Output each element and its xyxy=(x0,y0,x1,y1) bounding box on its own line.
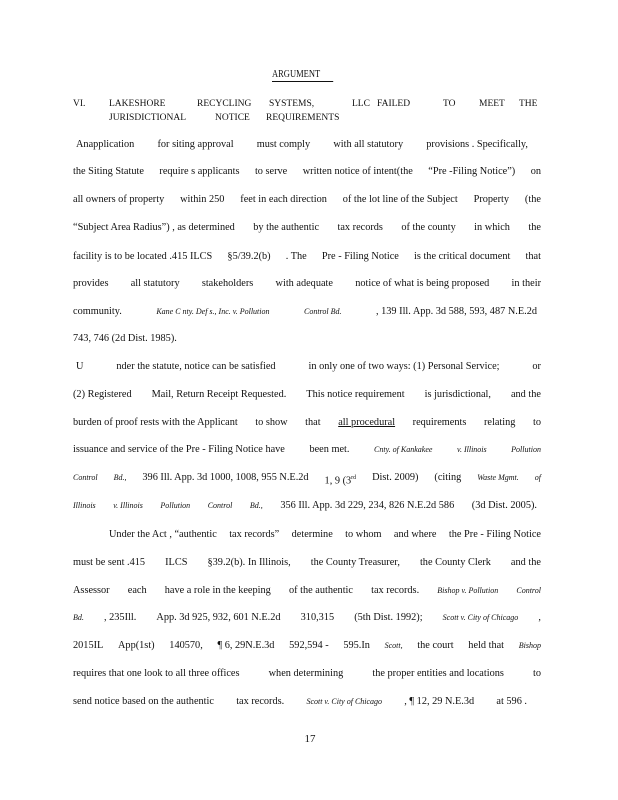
text-fragment: Property xyxy=(473,194,510,205)
text-fragment: determine xyxy=(291,529,333,540)
text-fragment: Bishop xyxy=(518,641,541,650)
text-fragment: written notice of intent(the xyxy=(302,166,413,177)
paragraph-line xyxy=(73,695,527,709)
text-fragment: the proper entities and locations xyxy=(372,668,504,679)
text-fragment: to whom xyxy=(345,529,382,540)
paragraph-line xyxy=(73,611,541,625)
text-fragment: of the county xyxy=(401,222,456,233)
text-fragment: Pollution xyxy=(511,445,541,454)
text-fragment: , ¶ 12, 29 N.E.3d xyxy=(404,696,475,707)
text-fragment: by the authentic xyxy=(253,222,320,233)
text-fragment: the Pre - Filing Notice xyxy=(448,529,541,540)
text-fragment: 140570, xyxy=(169,640,203,651)
text-fragment: when determining xyxy=(268,668,344,679)
text-fragment: “Subject Area Radius”) , as determined xyxy=(73,222,235,233)
text-fragment: feet in each direction xyxy=(240,194,327,205)
paragraph-line xyxy=(73,499,537,513)
text-fragment: all procedural xyxy=(338,417,396,428)
section-word: THE xyxy=(519,99,538,109)
text-fragment: to show xyxy=(255,417,288,428)
text-fragment: 396 Ill. App. 3d 1000, 1008, 955 N.E.2d xyxy=(142,472,309,483)
text-fragment: 1, 9 (3rd xyxy=(324,475,357,487)
case-citation: Control Bd. xyxy=(303,307,342,316)
text-fragment: Control xyxy=(516,586,541,595)
text-fragment: (the xyxy=(524,194,541,205)
section-word: FAILED xyxy=(377,99,411,109)
text-fragment: , xyxy=(538,612,541,623)
paragraph-line xyxy=(73,221,541,235)
case-citation: Waste Mgmt. xyxy=(477,473,519,482)
text-fragment: that xyxy=(305,417,321,428)
paragraph-line xyxy=(73,584,541,598)
text-fragment: burden of proof rests with the Applicant xyxy=(73,417,238,428)
text-fragment: facility is to be located .415 ILCS xyxy=(73,251,213,262)
text-fragment: App. 3d 925, 932, 601 N.E.2d xyxy=(156,612,281,623)
case-citation: Scott v. City of Chicago xyxy=(306,697,383,706)
text-fragment: 595.In xyxy=(343,640,370,651)
text-fragment: the County Clerk xyxy=(419,557,491,568)
text-fragment: been met. xyxy=(309,444,350,455)
text-fragment: of the lot line of the Subject xyxy=(342,194,458,205)
text-fragment: of xyxy=(534,473,541,482)
case-citation: Cnty. of Kankakee xyxy=(374,445,433,454)
paragraph-line xyxy=(73,443,541,457)
paragraph-line xyxy=(73,388,541,402)
paragraph-line xyxy=(73,556,541,570)
paragraph-line xyxy=(73,332,541,346)
text-fragment: v. Illinois xyxy=(113,501,143,510)
text-fragment: must comply xyxy=(256,139,311,150)
text-fragment: (2) Registered xyxy=(73,389,132,400)
text-fragment: Pre - Filing Notice xyxy=(321,251,399,262)
text-fragment: of the authentic xyxy=(288,585,353,596)
paragraph-line xyxy=(76,360,541,374)
text-fragment: 592,594 - xyxy=(289,640,329,651)
section-word: JURISDICTIONAL xyxy=(109,113,187,123)
text-fragment: with adequate xyxy=(275,278,333,289)
text-fragment: the County Treasurer, xyxy=(310,557,400,568)
text-fragment: at 596 . xyxy=(496,696,527,707)
paragraph-line xyxy=(73,416,541,430)
text-fragment: send notice based on the authentic xyxy=(73,696,214,707)
text-fragment: stakeholders xyxy=(201,278,254,289)
text-fragment: v. Illinois xyxy=(457,445,487,454)
text-fragment: relating xyxy=(483,417,516,428)
paragraph-line xyxy=(73,471,541,488)
text-fragment: Control xyxy=(207,501,233,510)
text-fragment: nder the statute, notice can be satisfied xyxy=(116,361,276,372)
text-fragment: held that xyxy=(468,640,505,651)
paragraph-line xyxy=(109,528,541,542)
text-fragment: 310,315 xyxy=(300,612,335,623)
text-fragment: for siting approval xyxy=(157,139,234,150)
case-citation: Kane C nty. Def s., Inc. v. Pollution xyxy=(156,307,270,316)
text-fragment: issuance and service of the Pre - Filing Notice have xyxy=(73,444,285,455)
text-fragment: to xyxy=(532,417,541,428)
text-fragment: Pollution xyxy=(160,501,191,510)
text-fragment: to xyxy=(532,668,541,679)
text-fragment: provides xyxy=(73,278,109,289)
text-fragment: Assessor xyxy=(73,585,110,596)
text-fragment: . The xyxy=(285,251,307,262)
text-fragment: ¶ 6, 29N.E.3d xyxy=(217,640,275,651)
text-fragment: Anapplication xyxy=(76,139,135,150)
text-fragment: is the critical document xyxy=(414,251,511,262)
text-fragment: on xyxy=(530,166,541,177)
text-fragment: requirements xyxy=(412,417,467,428)
section-word: NOTICE xyxy=(215,113,250,123)
text-fragment: notice of what is being proposed xyxy=(355,278,490,289)
text-fragment: (3d Dist. 2005). xyxy=(471,500,537,511)
text-fragment: is jurisdictional, xyxy=(424,389,491,400)
text-fragment: with all statutory xyxy=(333,139,404,150)
section-word: REQUIREMENTS xyxy=(266,113,340,123)
case-citation: Bishop v. Pollution xyxy=(437,586,499,595)
text-fragment: tax records” xyxy=(229,529,280,540)
paragraph-line xyxy=(73,305,537,319)
section-word: LLC xyxy=(352,99,370,109)
text-fragment: in their xyxy=(511,278,541,289)
case-citation: Scott v. City of Chicago xyxy=(442,613,519,622)
text-fragment: 743, 746 (2d Dist. 1985). xyxy=(73,333,177,344)
text-fragment: (5th Dist. 1992); xyxy=(354,612,423,623)
text-fragment: within 250 xyxy=(180,194,225,205)
text-fragment: tax records. xyxy=(236,696,285,707)
text-fragment: App(1st) xyxy=(118,640,155,651)
text-fragment: all statutory xyxy=(130,278,180,289)
paragraph-line xyxy=(73,165,541,179)
text-fragment: U xyxy=(76,361,84,372)
section-word: MEET xyxy=(479,99,505,109)
text-fragment: have a role in the keeping xyxy=(164,585,271,596)
text-fragment: in only one of two ways: (1) Personal Service; xyxy=(308,361,500,372)
text-fragment: provisions . Specifically, xyxy=(426,139,528,150)
text-fragment: §5/39.2(b) xyxy=(227,251,271,262)
text-fragment: require s applicants xyxy=(159,166,240,177)
text-fragment: must be sent .415 xyxy=(73,557,146,568)
page-number: 17 xyxy=(304,733,316,745)
text-fragment: 356 Ill. App. 3d 229, 234, 826 N.E.2d 586 xyxy=(280,500,455,511)
text-fragment: community. xyxy=(73,306,122,317)
text-fragment: Bd. xyxy=(73,613,84,622)
text-fragment: 2015IL xyxy=(73,640,104,651)
paragraph-line xyxy=(73,639,541,653)
text-fragment: the court xyxy=(417,640,454,651)
text-fragment: in which xyxy=(474,222,510,233)
text-fragment: requires that one look to all three offices xyxy=(73,668,240,679)
text-fragment: Dist. 2009) xyxy=(372,472,419,483)
text-fragment: , 139 Ill. App. 3d 588, 593, 487 N.E.2d xyxy=(375,306,537,317)
text-fragment: §39.2(b). In Illinois, xyxy=(207,557,291,568)
text-fragment: Illinois xyxy=(73,501,96,510)
text-fragment: (citing xyxy=(434,472,462,483)
text-fragment: the Siting Statute xyxy=(73,166,144,177)
text-fragment: the xyxy=(528,222,541,233)
text-fragment: all owners of property xyxy=(73,194,165,205)
paragraph-line xyxy=(73,193,541,207)
text-fragment: This notice requirement xyxy=(306,389,405,400)
paragraph-line xyxy=(73,277,541,291)
text-fragment: tax records xyxy=(337,222,383,233)
text-fragment: and the xyxy=(510,389,541,400)
text-fragment: and where xyxy=(393,529,437,540)
section-number: VI. xyxy=(73,99,86,109)
text-fragment: “Pre -Filing Notice”) xyxy=(428,166,516,177)
text-fragment: Scott, xyxy=(384,641,403,650)
text-fragment: , 235Ill. xyxy=(103,612,137,623)
text-fragment: Bd., xyxy=(249,501,263,510)
text-fragment: that xyxy=(525,251,541,262)
text-fragment: ILCS xyxy=(165,557,188,568)
text-fragment: Control xyxy=(73,473,98,482)
argument-heading: ARGUMENT xyxy=(272,69,333,82)
text-fragment: tax records. xyxy=(371,585,420,596)
text-fragment: Mail, Return Receipt Requested. xyxy=(151,389,287,400)
text-fragment: to serve xyxy=(254,166,288,177)
section-word: LAKESHORE xyxy=(109,99,166,109)
paragraph-line xyxy=(73,250,541,264)
text-fragment: Under the Act , “authentic xyxy=(109,529,217,540)
paragraph-line xyxy=(76,138,528,152)
section-word: TO xyxy=(443,99,456,109)
text-fragment: Bd., xyxy=(113,473,127,482)
section-word: SYSTEMS, xyxy=(269,99,315,109)
text-fragment: each xyxy=(127,585,147,596)
section-word: RECYCLING xyxy=(197,99,252,109)
text-fragment: or xyxy=(532,361,541,372)
paragraph-line xyxy=(73,667,541,681)
text-fragment: and the xyxy=(510,557,541,568)
